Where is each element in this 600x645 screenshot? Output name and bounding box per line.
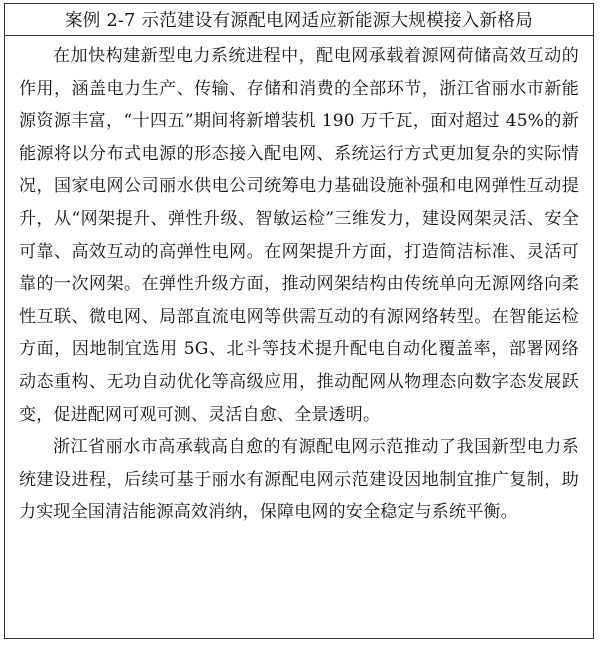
case-body [5,36,593,529]
case-paragraph-2: 浙江省丽水市高承载高自愈的有源配电网示范推动了我国新型电力系统建设进程，后续可基于丽水有源配电网示范建设因地制宜推广复制，助力实现全国清洁能源高效消纳，保障电网的安全稳定与系统平衡。 [19,437,579,523]
case-paragraph-1: 在加快构建新型电力系统进程中，配电网承载着源网荷储高效互动的作用，涵盖电力生产、传输、存储和消费的全部环节，浙江省丽水市新能源资源丰富，“十四五”期间将新增装机 190 万千瓦，面对超过 45%的新能源将以分布式电源的形态接入配电网、系统运行方式更加复杂的实际情况，国家电网公司丽水供电公司统筹电力基础设施补强和电网弹性互动提升，从“网架提升、弹性升级、智敏运检”三维发力，建设网架灵活、安全可靠、高效互动的高弹性电网。在网架提升方面，打造简洁标准、灵活可靠的一次网架。在弹性升级方面，推动网架结构由传统单向无源网络向柔性互联、微电网、局部直流电网等供需互动的有源网络转型。在智能运检方面，因地制宜选用 5G、北斗等技术提升配电自动化覆盖率，部署网络动态重构、无功自动优化等高级应用，推动配网从物理态向数字态发展跃变，促进配网可观可测、灵活自愈、全景透明。 [19,46,579,425]
case-title: 案例 2-7 示范建设有源配电网适应新能源大规模接入新格局 [5,4,593,36]
case-box [4,3,594,639]
